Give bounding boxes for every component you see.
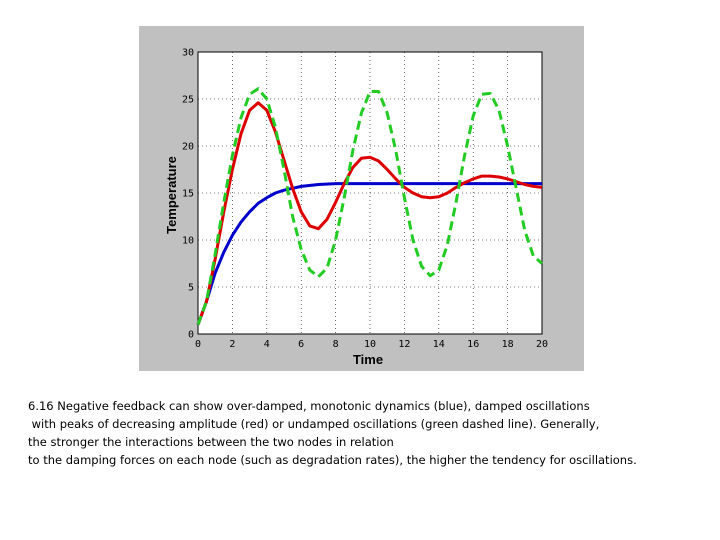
y-axis-label: Temperature — [164, 156, 179, 234]
caption-line: to the damping forces on each node (such as degradation rates), the higher the tendency for oscillations. — [28, 453, 637, 467]
x-axis-label: Time — [352, 352, 384, 367]
x-tick-label: 6 — [298, 339, 305, 350]
y-tick-label: 5 — [187, 282, 194, 294]
caption-line: with peaks of decreasing amplitude (red) or undamped oscillations (green dashed line). Generally, — [28, 417, 600, 431]
x-tick-label: 2 — [229, 339, 236, 350]
x-tick-label: 0 — [194, 339, 202, 350]
x-tick-label: 8 — [332, 339, 339, 350]
x-tick-label: 20 — [535, 339, 549, 350]
x-tick-label: 18 — [501, 339, 514, 350]
y-tick-label: 20 — [181, 141, 194, 153]
figure-caption — [28, 397, 718, 469]
caption-line: the stronger the interactions between the two nodes in relation — [28, 435, 394, 449]
x-tick-label: 14 — [432, 339, 445, 350]
y-tick-label: 25 — [181, 94, 194, 106]
caption-line: 6.16 Negative feedback can show over-damped, monotonic dynamics (blue), damped oscillations — [28, 399, 590, 413]
y-tick-label: 0 — [187, 329, 194, 341]
x-tick-label: 16 — [467, 339, 480, 350]
x-tick-label: 10 — [363, 339, 377, 350]
y-tick-label: 15 — [181, 188, 194, 200]
x-tick-label: 12 — [398, 339, 411, 350]
y-tick-label: 10 — [181, 235, 194, 247]
x-tick-label: 4 — [263, 339, 270, 350]
y-tick-label: 30 — [181, 47, 194, 59]
